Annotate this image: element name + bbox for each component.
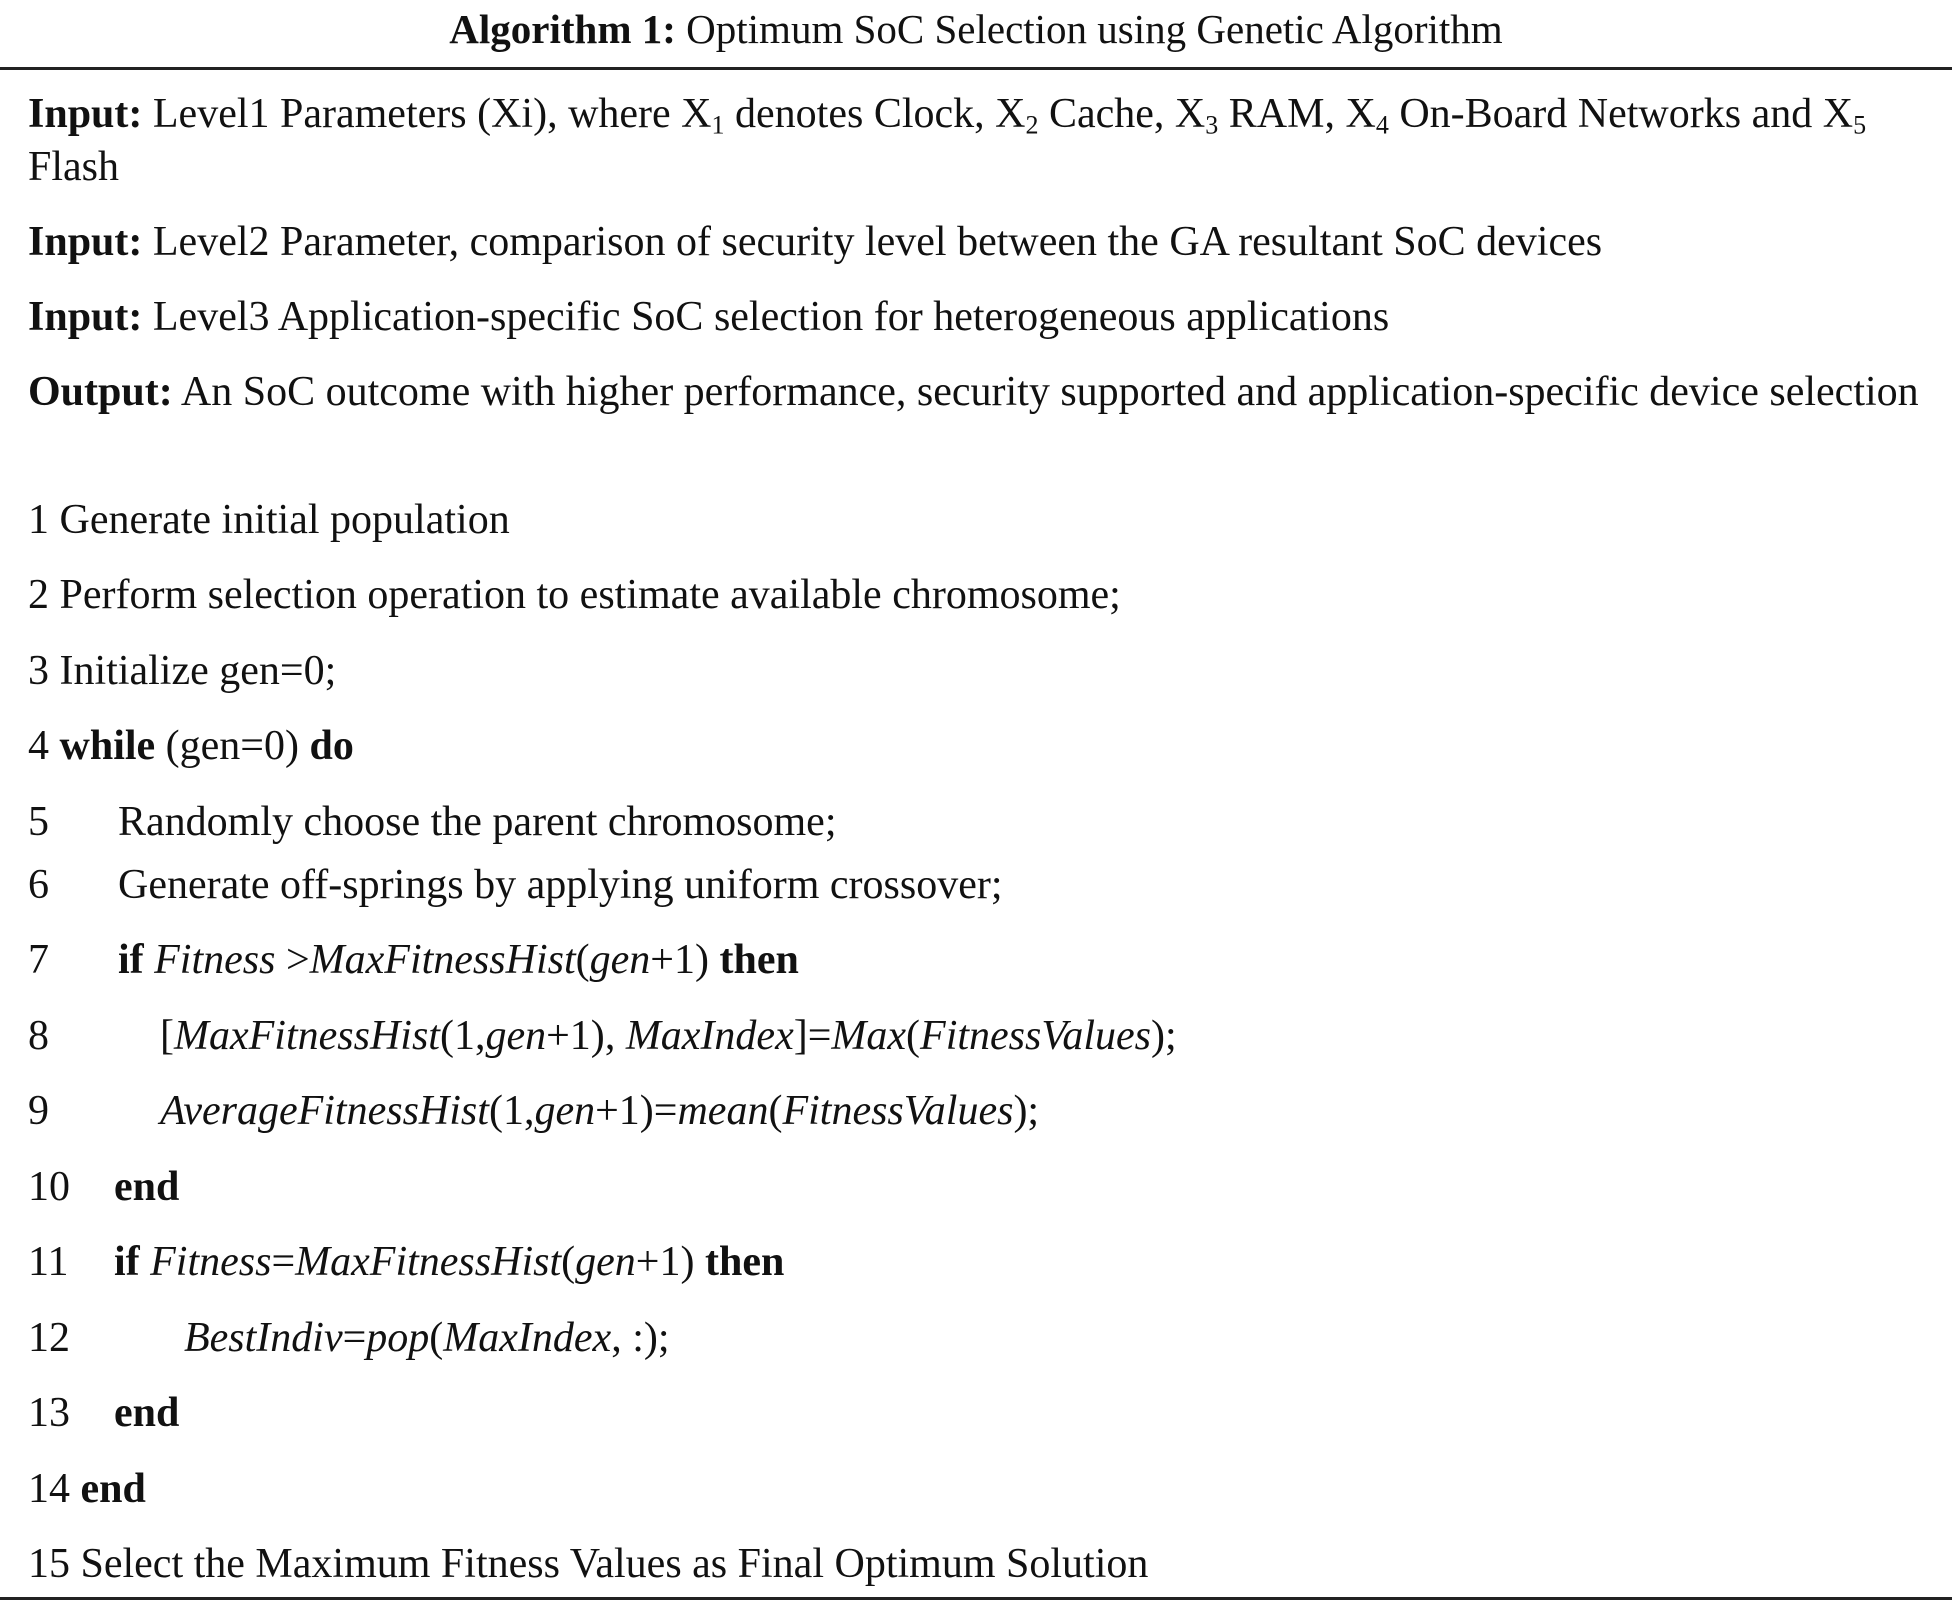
line-number: 5 (28, 799, 49, 845)
input1-text: denotes Clock, X (724, 91, 1026, 137)
algorithm-label: Algorithm 1: (449, 6, 676, 52)
operator: > (275, 937, 310, 983)
step-10 (28, 1161, 1928, 1214)
output-line (28, 366, 1928, 419)
step-3 (28, 645, 1928, 698)
subscript: 3 (1205, 110, 1219, 140)
step-15 (28, 1538, 1928, 1591)
input1-text: Flash (28, 143, 120, 190)
var-maxfitnesshist: MaxFitnessHist (295, 1239, 562, 1285)
step-text: Randomly choose the parent chromosome; (118, 799, 837, 845)
var-maxindex: MaxIndex (625, 1013, 794, 1059)
punct: ); (1151, 1013, 1177, 1059)
input-level3 (28, 291, 1928, 344)
punct: ( (906, 1013, 921, 1059)
line-number: 3 (28, 648, 49, 694)
operator: = (342, 1315, 367, 1361)
punct: +1) (650, 937, 709, 983)
step-12 (28, 1312, 1928, 1365)
line-number: 2 (28, 572, 49, 618)
top-rule (0, 67, 1952, 70)
input2-text: Level2 Parameter, comparison of security level between the GA resultant SoC devices (152, 219, 1603, 265)
var-bestindiv: BestIndiv (184, 1315, 343, 1361)
step-text: Generate off-springs by applying uniform crossover; (118, 862, 1003, 908)
var-averagefitnesshist: AverageFitnessHist (160, 1088, 489, 1134)
keyword-then: then (704, 1239, 785, 1285)
subscript: 1 (711, 110, 725, 140)
var-maxfitnesshist: MaxFitnessHist (174, 1013, 440, 1059)
punct: (1, (488, 1088, 535, 1134)
step-text: Perform selection operation to estimate available chromosome; (59, 572, 1121, 618)
input1-text: RAM, X (1218, 91, 1376, 137)
line-number: 4 (28, 723, 49, 769)
punct: (1, (439, 1013, 486, 1059)
line-number: 13 (28, 1390, 70, 1436)
fn-pop: pop (366, 1315, 430, 1361)
var-gen: gen (589, 937, 651, 983)
keyword-if: if (118, 937, 144, 983)
step-text: Generate initial population (59, 497, 510, 543)
keyword-if: if (114, 1239, 140, 1285)
line-number: 1 (28, 497, 49, 543)
bottom-rule (0, 1597, 1952, 1600)
punct: ]= (793, 1013, 832, 1059)
punct: +1) (546, 1013, 605, 1059)
line-number: 14 (28, 1466, 70, 1512)
input-label: Input: (28, 91, 143, 137)
output-text: An SoC outcome with higher performance, security supported and application-specific device selection (180, 369, 1919, 415)
punct: +1) (635, 1239, 695, 1285)
input1-text: Level1 Parameters (Xi), where X (152, 91, 712, 137)
subscript: 5 (1853, 110, 1867, 140)
fn-max: Max (831, 1013, 907, 1059)
step-1 (28, 494, 1928, 547)
var-maxfitnesshist: MaxFitnessHist (309, 937, 576, 983)
punct: ( (561, 1239, 576, 1285)
step-11 (28, 1236, 1928, 1289)
line-number: 15 (28, 1541, 70, 1587)
punct: ( (575, 937, 590, 983)
step-14 (28, 1463, 1928, 1516)
var-gen: gen (575, 1239, 636, 1285)
punct: , :); (611, 1315, 670, 1361)
step-text: Initialize gen=0; (59, 648, 337, 694)
input-label: Input: (28, 219, 143, 265)
input1-text: On-Board Networks and X (1388, 91, 1854, 137)
algorithm-title-text: Optimum SoC Selection using Genetic Algorithm (686, 6, 1503, 52)
output-label: Output: (28, 369, 173, 415)
step-5 (28, 796, 1928, 849)
punct: +1)= (595, 1088, 678, 1134)
var-gen: gen (534, 1088, 596, 1134)
punct: [ (160, 1013, 174, 1059)
line-number: 10 (28, 1164, 70, 1210)
step-9 (28, 1085, 1928, 1138)
input-label: Input: (28, 294, 143, 340)
line-number: 11 (28, 1239, 69, 1285)
punct: ( (768, 1088, 783, 1134)
keyword-end: end (114, 1164, 180, 1210)
algorithm-title (0, 4, 1952, 55)
subscript: 2 (1025, 110, 1039, 140)
var-fitness: Fitness (154, 937, 276, 983)
operator: = (271, 1239, 296, 1285)
line-number: 9 (28, 1088, 49, 1134)
input-level1 (28, 88, 1928, 193)
input3-text: Level3 Application-specific SoC selection for heterogeneous applications (152, 294, 1390, 340)
keyword-do: do (309, 723, 354, 769)
step-2 (28, 569, 1928, 622)
line-number: 12 (28, 1315, 70, 1361)
step-8: 8 [MaxFitnessHist(1,gen+1), MaxIndex]=Max(FitnessValues); (28, 1010, 1928, 1063)
subscript: 4 (1375, 110, 1389, 140)
punct: ); (1013, 1088, 1040, 1134)
step-6 (28, 859, 1928, 912)
var-maxindex: MaxIndex (443, 1315, 612, 1361)
var-fitnessvalues: FitnessValues (782, 1088, 1014, 1134)
line-number: 6 (28, 862, 49, 908)
step-13 (28, 1387, 1928, 1440)
punct: ( (429, 1315, 444, 1361)
var-fitnessvalues: FitnessValues (920, 1013, 1152, 1059)
keyword-end: end (114, 1390, 180, 1436)
step-text: (gen=0) (165, 723, 299, 769)
input-level2 (28, 216, 1928, 269)
step-7 (28, 934, 1928, 987)
keyword-end: end (80, 1466, 146, 1512)
line-number: 8 (28, 1013, 49, 1059)
step-4 (28, 720, 1928, 773)
keyword-while: while (59, 723, 156, 769)
step-text: Select the Maximum Fitness Values as Final Optimum Solution (80, 1541, 1149, 1587)
var-fitness: Fitness (150, 1239, 272, 1285)
line-number: 7 (28, 937, 49, 983)
input1-text: Cache, X (1038, 91, 1206, 137)
var-gen: gen (485, 1013, 547, 1059)
fn-mean: mean (677, 1088, 769, 1134)
keyword-then: then (719, 937, 799, 983)
